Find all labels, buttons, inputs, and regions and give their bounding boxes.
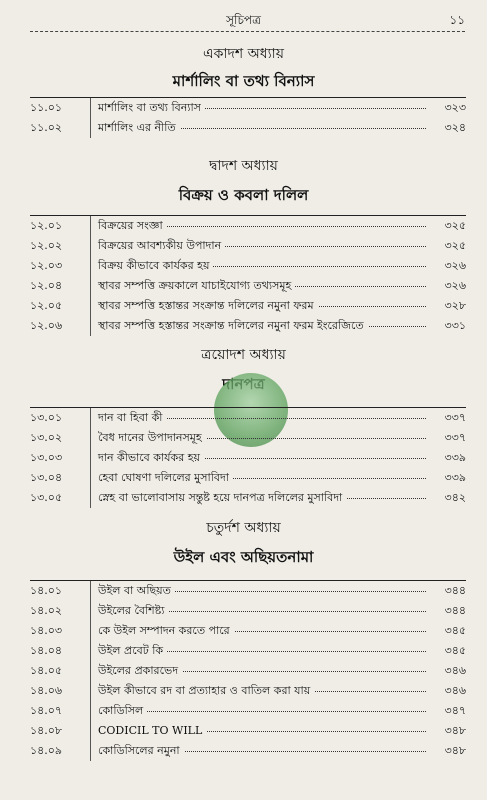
chapter-14-heading xyxy=(0,519,487,567)
entry-title: কোডিসিল xyxy=(98,701,147,721)
toc-row xyxy=(30,236,466,256)
entry-title: স্থাবর সম্পত্তি হস্তান্তর সংক্রান্ত দলিলের নমুনা ফরম xyxy=(98,296,318,316)
chapter-title: দ্বাদশ অধ্যায় xyxy=(209,158,278,174)
entry-number: ১২.০৫ xyxy=(30,299,63,312)
header-page-number: ১১ xyxy=(449,13,465,27)
entry-number: ১২.০৩ xyxy=(30,259,63,272)
entry-title: মার্শালিং বা তথ্য বিন্যাস xyxy=(98,98,205,118)
entry-title: দান কীভাবে কার্যকর হয় xyxy=(98,448,204,468)
chapter-14-toc xyxy=(30,580,466,761)
entry-number: ১২.০৬ xyxy=(30,319,63,332)
entry-page: ৩৪৮ xyxy=(444,744,466,757)
entry-title: উইল কীভাবে রদ বা প্রত্যাহার ও বাতিল করা যায় xyxy=(98,681,314,701)
entry-number: ১৪.০৬ xyxy=(30,684,63,697)
entry-page: ৩৩৯ xyxy=(444,451,466,464)
toc-row xyxy=(30,428,466,448)
entry-number: ১৩.০৫ xyxy=(30,491,63,504)
toc-row xyxy=(30,296,466,316)
toc-row xyxy=(30,316,466,336)
chapter-subtitle: বিক্রয় ও কবলা দলিল xyxy=(178,186,309,204)
entry-page: ৩৪৪ xyxy=(444,604,466,617)
toc-row xyxy=(30,701,466,721)
entry-page: ৩৪৭ xyxy=(444,704,466,717)
entry-page: ৩২৬ xyxy=(444,279,466,292)
chapter-subtitle: মার্শালিং বা তথ্য বিন্যাস xyxy=(172,72,315,90)
header-title: সূচিপত্র xyxy=(226,13,261,27)
entry-title: স্নেহ বা ভালোবাসায় সন্তুষ্ট হয়ে দানপত্র দলিলের মুসাবিদা xyxy=(98,488,346,508)
toc-row xyxy=(30,641,466,661)
entry-title: উইল বা অছিয়ত xyxy=(98,581,175,601)
entry-page: ৩৪৫ xyxy=(444,644,466,657)
entry-page: ৩৪৬ xyxy=(444,664,466,677)
chapter-12-toc xyxy=(30,215,466,336)
toc-row xyxy=(30,681,466,701)
chapter-12-heading xyxy=(0,157,487,205)
entry-page: ৩২৮ xyxy=(444,299,466,312)
entry-number: ১৪.০৭ xyxy=(30,704,63,717)
entry-number: ১৪.০৩ xyxy=(30,624,63,637)
chapter-title: চতুর্দশ অধ্যায় xyxy=(206,520,281,536)
entry-page: ৩৪৪ xyxy=(444,584,466,597)
page-header xyxy=(0,10,487,32)
entry-number: ১৪.০৮ xyxy=(30,724,63,737)
chapter-11-toc xyxy=(30,97,466,138)
entry-title: উইলের বৈশিষ্ট্য xyxy=(98,601,168,621)
toc-row xyxy=(30,721,466,741)
entry-number: ১৪.০১ xyxy=(30,584,63,597)
entry-page: ৩২৬ xyxy=(444,259,466,272)
entry-title: স্থাবর সম্পত্তি ক্রয়কালে যাচাইযোগ্য তথ্যসমূহ xyxy=(98,276,295,296)
toc-row xyxy=(30,98,466,118)
entry-page: ৩৩৯ xyxy=(444,471,466,484)
entry-number: ১৪.০৫ xyxy=(30,664,63,677)
entry-number: ১১.০১ xyxy=(30,101,63,114)
toc-row xyxy=(30,488,466,508)
entry-title: উইলের প্রকারভেদ xyxy=(98,661,182,681)
entry-title: বৈধ দানের উপাদানসমূহ xyxy=(98,428,206,448)
entry-title: উইল প্রবেট কি xyxy=(98,641,167,661)
toc-row xyxy=(30,741,466,761)
entry-number: ১৩.০২ xyxy=(30,431,63,444)
toc-row xyxy=(30,661,466,681)
toc-row xyxy=(30,581,466,601)
chapter-title: একাদশ অধ্যায় xyxy=(203,46,284,62)
entry-title: দান বা হিবা কী xyxy=(98,408,166,428)
entry-title: কোডিসিলের নমুনা xyxy=(98,741,184,761)
toc-row xyxy=(30,601,466,621)
toc-row xyxy=(30,256,466,276)
entry-title: বিক্রয়ের সংজ্ঞা xyxy=(98,216,167,236)
toc-row xyxy=(30,621,466,641)
toc-row xyxy=(30,448,466,468)
entry-page: ৩৪২ xyxy=(444,491,466,504)
entry-number: ১৩.০৩ xyxy=(30,451,63,464)
entry-page: ৩৪৫ xyxy=(444,624,466,637)
entry-number: ১৪.০৪ xyxy=(30,644,63,657)
toc-row xyxy=(30,468,466,488)
chapter-11-heading xyxy=(0,45,487,91)
entry-title: মার্শালিং এর নীতি xyxy=(98,118,180,138)
entry-number: ১৪.০২ xyxy=(30,604,63,617)
entry-number: ১৩.০৪ xyxy=(30,471,63,484)
chapter-title: ত্রয়োদশ অধ্যায় xyxy=(201,347,286,363)
entry-page: ৩৪৬ xyxy=(444,684,466,697)
toc-row xyxy=(30,276,466,296)
entry-number: ১২.০২ xyxy=(30,239,63,252)
entry-page: ৩২৫ xyxy=(444,239,466,252)
entry-title: বিক্রয় কীভাবে কার্যকর হয় xyxy=(98,256,213,276)
entry-number: ১২.০৪ xyxy=(30,279,63,292)
entry-page: ৩২৪ xyxy=(444,121,466,134)
entry-title: বিক্রয়ের আবশ্যকীয় উপাদান xyxy=(98,236,225,256)
toc-row xyxy=(30,216,466,236)
header-rule xyxy=(30,31,465,32)
entry-number: ১২.০১ xyxy=(30,219,63,232)
entry-title: স্থাবর সম্পত্তি হস্তান্তর সংক্রান্ত দলিলের নমুনা ফরম ইংরেজিতে xyxy=(98,316,368,336)
entry-page: ৩৪৮ xyxy=(444,724,466,737)
entry-title: CODICIL TO WILL xyxy=(98,721,206,741)
entry-number: ১১.০২ xyxy=(30,121,63,134)
entry-title: কে উইল সম্পাদন করতে পারে xyxy=(98,621,234,641)
toc-row xyxy=(30,408,466,428)
entry-page: ৩৩১ xyxy=(444,319,466,332)
entry-title: হেবা ঘোষণা দলিলের মুসাবিদা xyxy=(98,468,233,488)
entry-page: ৩৩৭ xyxy=(444,411,466,424)
entry-number: ১৪.০৯ xyxy=(30,744,63,757)
entry-page: ৩৩৭ xyxy=(444,431,466,444)
chapter-subtitle: উইল এবং অছিয়তনামা xyxy=(173,548,314,566)
entry-page: ৩২৫ xyxy=(444,219,466,232)
entry-number: ১৩.০১ xyxy=(30,411,63,424)
toc-row xyxy=(30,118,466,138)
chapter-13-toc xyxy=(30,407,466,508)
entry-page: ৩২৩ xyxy=(444,101,466,114)
